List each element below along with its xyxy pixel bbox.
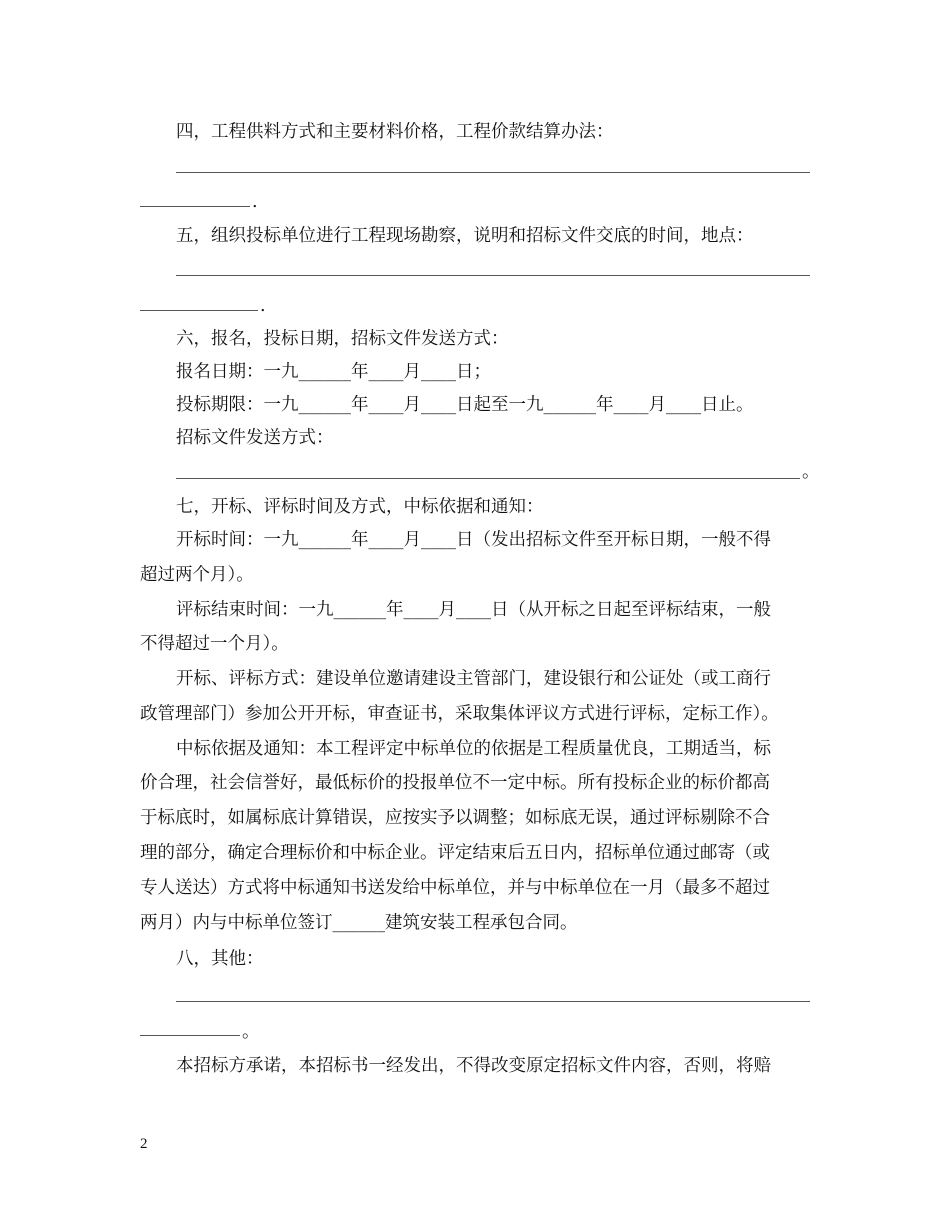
evaluation-end-line-1: 评标结束时间：一九______年____月____日（从开标之日起至评标结束，一般 bbox=[176, 600, 771, 620]
section-5-heading: 五，组织投标单位进行工程现场勘察，说明和招标文件交底的时间，地点： bbox=[176, 226, 754, 246]
commitment-line: 本招标方承诺，本招标书一经发出，不得改变原定招标文件内容，否则，将赔 bbox=[176, 1056, 771, 1076]
section-4-tail: . bbox=[252, 192, 258, 212]
fill-in-line bbox=[140, 206, 250, 207]
bidding-period: 投标期限：一九______年____月____日起至一九______年____月____日止。 bbox=[176, 395, 754, 415]
section-8-tail: 。 bbox=[242, 1022, 260, 1042]
opening-time-line-1: 开标时间：一九______年____月____日（发出招标文件至开标日期，一般不得 bbox=[176, 530, 771, 550]
basis-line-1: 中标依据及通知：本工程评定中标单位的依据是工程质量优良，工期适当，标 bbox=[176, 739, 771, 759]
fill-in-line bbox=[176, 1001, 810, 1002]
delivery-tail: 。 bbox=[802, 462, 820, 482]
fill-in-line bbox=[140, 310, 258, 311]
registration-date: 报名日期：一九______年____月____日； bbox=[176, 362, 491, 382]
section-7-heading: 七，开标、评标时间及方式，中标依据和通知： bbox=[176, 497, 544, 517]
page-number: 2 bbox=[140, 1136, 148, 1152]
section-6-heading: 六，报名，投标日期，招标文件发送方式： bbox=[176, 329, 509, 349]
basis-line-5: 专人送达）方式将中标通知书送发给中标单位，并与中标单位在一月（最多不超过 bbox=[140, 878, 770, 898]
fill-in-line bbox=[140, 1035, 240, 1036]
basis-line-3: 于标底时，如属标底计算错误，应按实予以调整；如标底无误，通过评标剔除不合 bbox=[140, 808, 770, 828]
basis-line-2: 价合理，社会信誉好，最低标价的投报单位不一定中标。所有投标企业的标价都高 bbox=[140, 773, 770, 793]
method-line-2: 政管理部门）参加公开开标，审查证书，采取集体评议方式进行评标，定标工作）。 bbox=[140, 704, 779, 724]
delivery-method-label: 招标文件发送方式： bbox=[176, 428, 334, 448]
section-8-heading: 八，其他： bbox=[176, 949, 264, 969]
method-line-1: 开标、评标方式：建设单位邀请建设主管部门，建设银行和公证处（或工商行 bbox=[176, 669, 771, 689]
basis-line-6: 两月）内与中标单位签订______建筑安装工程承包合同。 bbox=[140, 913, 578, 933]
fill-in-line bbox=[176, 275, 810, 276]
fill-in-line bbox=[176, 478, 800, 479]
evaluation-end-line-2: 不得超过一个月）。 bbox=[140, 634, 289, 654]
opening-time-line-2: 超过两个月）。 bbox=[140, 565, 254, 585]
basis-line-4: 理的部分，确定合理标价和中标企业。评定结束后五日内，招标单位通过邮寄（或 bbox=[140, 843, 770, 863]
fill-in-line bbox=[176, 172, 810, 173]
section-5-tail: . bbox=[260, 296, 266, 316]
section-4-heading: 四，工程供料方式和主要材料价格，工程价款结算办法： bbox=[176, 122, 614, 142]
